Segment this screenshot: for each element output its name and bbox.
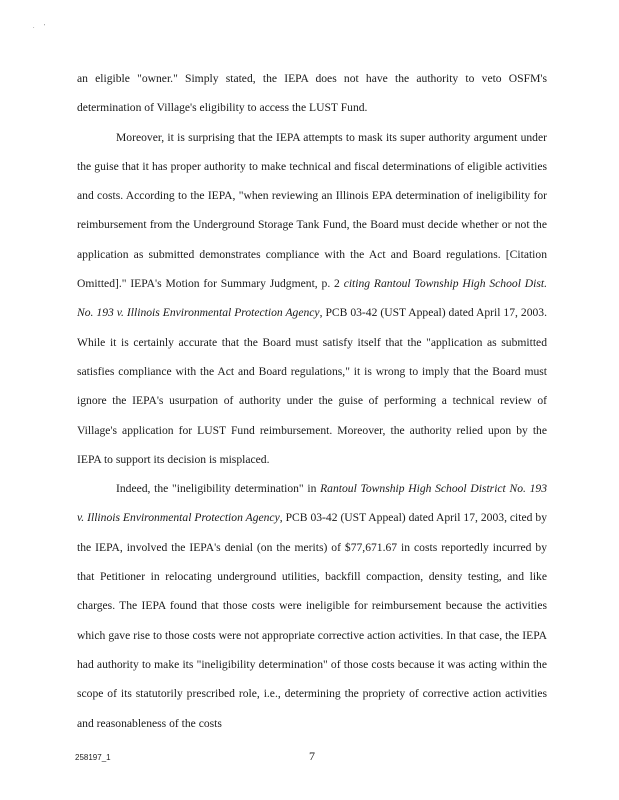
case-citation: Rantoul Township High School District No. 193 v. Illinois Environmental Protection Agency [77, 482, 547, 525]
page-number: 7 [309, 749, 315, 763]
paragraph-2 [77, 123, 547, 475]
footer-document-id: 258197_1 [75, 753, 111, 762]
paragraph-text: Moreover, it is surprising that the IEPA attempts to mask its super authority argument under the guise that it has proper authority to make technical and fiscal determinations of eligible activities and costs. According to the IEPA, "when reviewing an Illinois EPA determination of ineligibility for reimbursement from the Underground Storage Tank Fund, the Board must decide whether or not the application as submitted demonstrates compliance with the Act and Board regulations. [Citation Omitted]." IEPA's Motion for Summary Judgment, p. 2 [77, 130, 547, 291]
paragraph-text: an eligible "owner." Simply stated, the IEPA does not have the authority to veto OSFM's determination of Village's eligibility to access the LUST Fund. [77, 72, 547, 115]
paragraph-1 [77, 64, 547, 123]
body-text [77, 64, 547, 738]
paragraph-text: Indeed, the "ineligibility determination" in [116, 482, 321, 496]
paragraph-3 [77, 474, 547, 738]
case-citation: citing Rantoul Township High School Dist. No. 193 v. Illinois Environmental Protection Agency [77, 277, 547, 320]
corner-mark: . ' [33, 24, 50, 30]
paragraph-text: , PCB 03-42 (UST Appeal) dated April 17, 2003, cited by the IEPA, involved the IEPA's denial (on the merits) of $77,671.67 in costs reportedly incurred by that Petitioner in relocating underground utilities, backfill compaction, density testing, and like charges. The IEPA found that those costs were ineligible for reimbursement because the activities which gave rise to those costs were not appropriate corrective action activities. In that case, the IEPA had authority to make its "ineligibility determination" of those costs because it was acting within the scope of its statutorily prescribed role, i.e., determining the propriety of corrective action activities and reasonableness of the costs [77, 511, 547, 730]
paragraph-text: , PCB 03-42 (UST Appeal) dated April 17, 2003. While it is certainly accurate that the Board must satisfy itself that the "application as submitted satisfies compliance with the Act and Board regulations," it is wrong to imply that the Board must ignore the IEPA's usurpation of authority under the guise of performing a technical review of Village's application for LUST Fund reimbursement. Moreover, the authority relied upon by the IEPA to support its decision is misplaced. [77, 306, 547, 466]
